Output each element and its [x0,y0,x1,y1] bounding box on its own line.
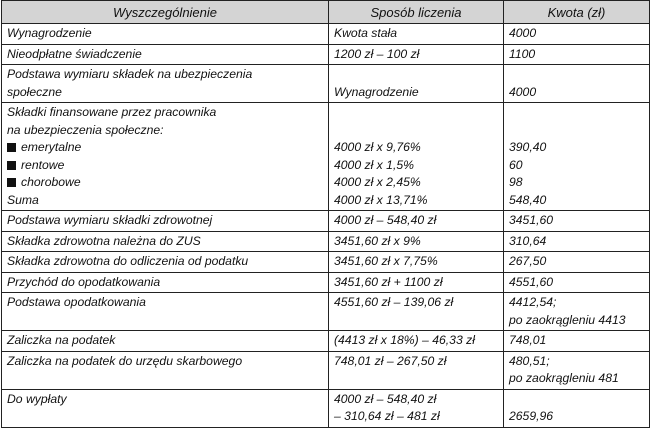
row-method: 4551,60 zł – 139,06 zł [329,293,504,331]
row-method: 1200 zł – 100 zł [329,44,504,65]
label-line: na ubezpieczenia społeczne: [7,122,164,137]
method-line: 4000 zł x 9,76% [334,140,421,154]
row-amount: 267,50 [504,252,650,273]
amount-line: 4412,54; [509,295,557,309]
row-label: Składka zdrowotna należna do ZUS [2,231,329,252]
row-label: Nieodpłatne świadczenie [2,44,329,65]
row-label: Zaliczka na podatek do urzędu skarbowego [2,351,329,389]
row-label: Podstawa wymiaru składki zdrowotnej [2,211,329,232]
table-row [2,331,650,352]
row-label: Wynagrodzenie [2,24,329,45]
row-method: 3451,60 zł x 9% [329,231,504,252]
row-label [2,103,329,211]
row-method: Kwota stała [329,24,504,45]
table-row [2,389,650,427]
amount-line: 390,40 [509,140,547,154]
label-line: społeczne [7,84,62,99]
method-line: – 310,64 zł – 481 zł [334,409,440,423]
payroll-table [1,0,650,428]
table-row [2,272,650,293]
row-label: Zaliczka na podatek [2,331,329,352]
amount-line: 480,51; [509,353,550,368]
row-label: Do wypłaty [2,389,329,427]
label-line: Składki finansowane przez pracownika [7,105,217,119]
list-item: rentowe [7,157,323,175]
method-line: 4000 zł x 1,5% [334,157,414,172]
row-amount: 4000 [504,24,650,45]
header-description: Wyszczególnienie [2,1,329,24]
table-row [2,231,650,252]
header-row [2,1,650,24]
row-label [2,65,329,103]
table-row [2,44,650,65]
row-amount: 310,64 [504,231,650,252]
method-line: 4000 zł x 13,71% [334,192,428,207]
row-amount [504,351,650,389]
table-row [2,293,650,331]
table-row [2,351,650,389]
row-amount: 4000 [504,65,650,103]
amount-line: 548,40 [509,192,547,207]
row-method [329,389,504,427]
amount-line: 98 [509,175,523,189]
row-method: 3451,60 zł x 7,75% [329,252,504,273]
square-bullet-icon [7,143,16,152]
square-bullet-icon [7,178,16,187]
amount-line: po zaokrągleniu 4413 [509,312,626,327]
row-method: 4000 zł – 548,40 zł [329,211,504,232]
list-item: emerytalne [7,139,323,157]
method-line: 4000 zł x 2,45% [334,175,421,189]
header-amount: Kwota (zł) [504,1,650,24]
table-row [2,65,650,103]
row-amount [504,103,650,211]
table-row [2,24,650,45]
row-amount: 748,01 [504,331,650,352]
row-method: 3451,60 zł + 1100 zł [329,272,504,293]
row-label: Podstawa opodatkowania [2,293,329,331]
header-method: Sposób liczenia [329,1,504,24]
row-amount: 3451,60 [504,211,650,232]
row-method: (4413 zł x 18%) – 46,33 zł [329,331,504,352]
label-line: Podstawa wymiaru składek na ubezpieczenia [7,67,253,81]
table-row [2,103,650,211]
amount-line: po zaokrągleniu 481 [509,371,619,385]
row-method: 748,01 zł – 267,50 zł [329,351,504,389]
list-item: chorobowe [7,174,323,192]
row-label: Przychód do opodatkowania [2,272,329,293]
row-method [329,103,504,211]
amount-line: 60 [509,157,523,172]
table-row [2,252,650,273]
square-bullet-icon [7,161,16,170]
row-label: Składka zdrowotna do odliczenia od podatku [2,252,329,273]
sum-label: Suma [7,192,39,207]
row-method: Wynagrodzenie [329,65,504,103]
row-amount: 1100 [504,44,650,65]
row-amount: 4551,60 [504,272,650,293]
table-row [2,211,650,232]
row-amount: 2659,96 [504,389,650,427]
method-line: 4000 zł – 548,40 zł [334,391,437,406]
row-amount [504,293,650,331]
